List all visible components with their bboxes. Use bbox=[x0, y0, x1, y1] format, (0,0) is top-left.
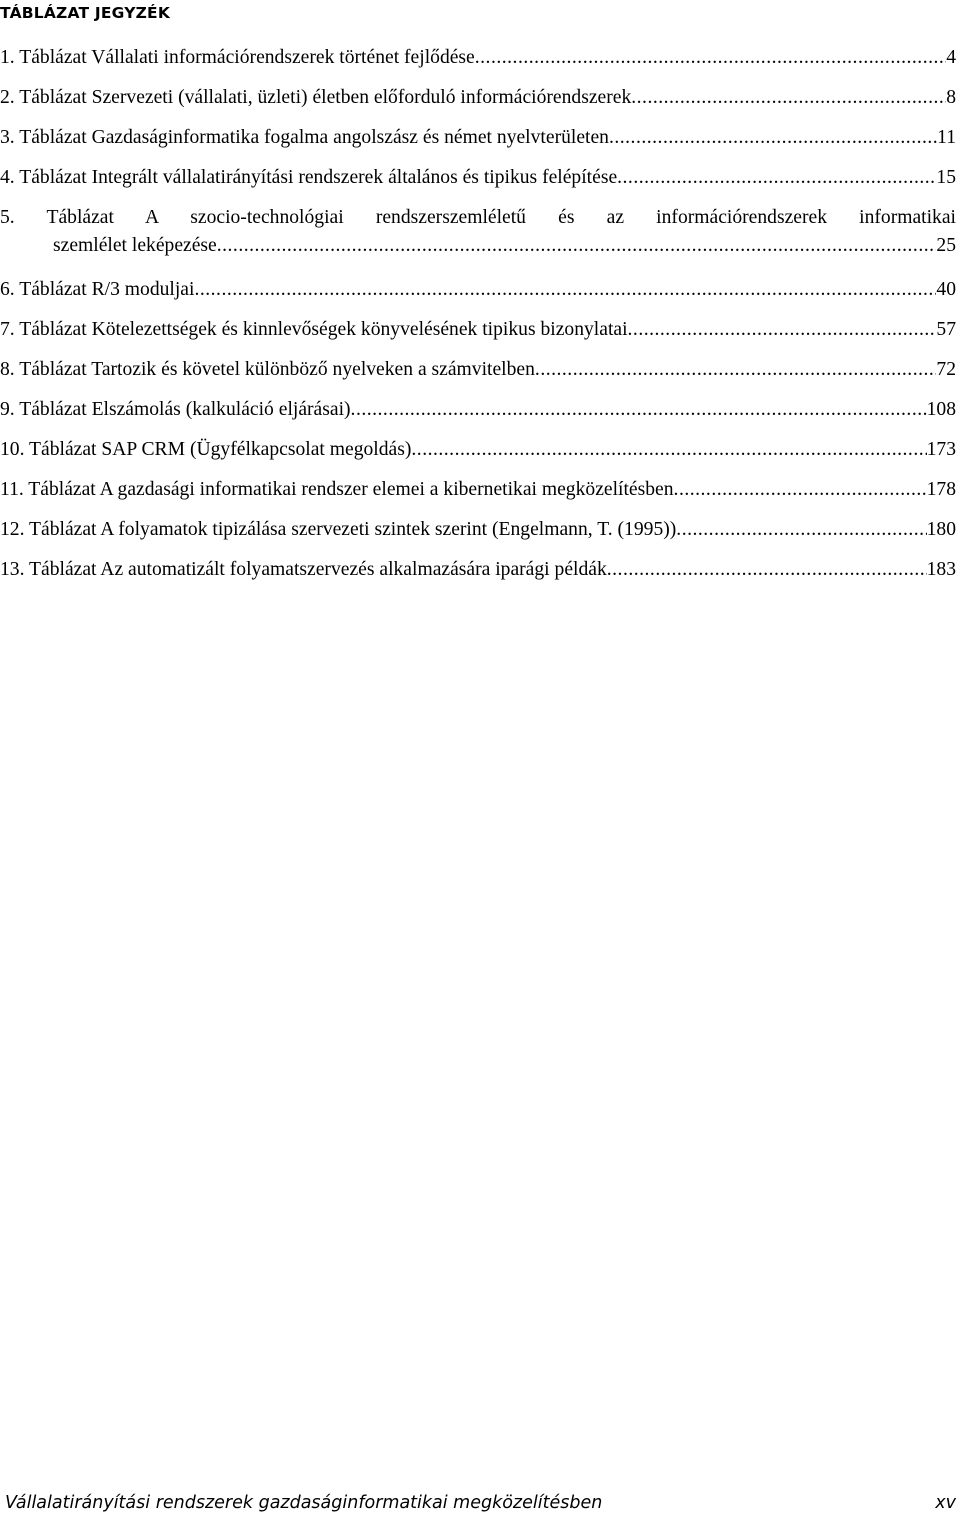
toc-entry-page: 25 bbox=[936, 235, 956, 256]
toc-entry-7[interactable] bbox=[0, 310, 956, 350]
toc-entry-title: 1. Táblázat Vállalati információrendszerek történet fejlődése bbox=[0, 47, 475, 68]
dot-leader bbox=[676, 510, 926, 550]
toc-entry-page: 180 bbox=[926, 519, 956, 540]
toc-entry-title: 9. Táblázat Elszámolás (kalkuláció eljárásai) bbox=[0, 399, 351, 420]
toc-entry-page: 40 bbox=[936, 279, 956, 300]
dot-leader bbox=[535, 350, 936, 390]
toc-entry-10[interactable] bbox=[0, 430, 956, 470]
dot-leader bbox=[411, 430, 926, 470]
toc-entry-11[interactable] bbox=[0, 470, 956, 510]
toc-entry-title: 11. Táblázat A gazdasági informatikai rendszer elemei a kibernetikai megközelítésben bbox=[0, 479, 674, 500]
toc-entry-page: 72 bbox=[936, 359, 956, 380]
toc-entry-5[interactable] bbox=[0, 203, 956, 259]
dot-leader bbox=[217, 232, 937, 259]
toc-entry-page: 108 bbox=[926, 399, 956, 420]
toc-entry-title: 4. Táblázat Integrált vállalatirányítási rendszerek általános és tipikus felépítése bbox=[0, 167, 618, 188]
toc-entry-8[interactable] bbox=[0, 350, 956, 390]
toc-entry-title: 8. Táblázat Tartozik és követel különböző nyelveken a számvitelben bbox=[0, 359, 535, 380]
dot-leader bbox=[628, 310, 937, 350]
dot-leader bbox=[631, 78, 946, 118]
footer-page-number: xv bbox=[935, 1493, 956, 1513]
toc-entry-9[interactable] bbox=[0, 390, 956, 430]
toc-entry-title-line1: 5. Táblázat A szocio-technológiai rendszerszemléletű és az információrendszerek informatikai bbox=[0, 207, 956, 228]
dot-leader bbox=[475, 38, 946, 78]
dot-leader bbox=[674, 470, 927, 510]
dot-leader bbox=[607, 550, 927, 590]
toc-entry-4[interactable] bbox=[0, 158, 956, 198]
toc-entry-page: 57 bbox=[936, 319, 956, 340]
toc-entry-page: 173 bbox=[926, 439, 956, 460]
table-of-tables bbox=[0, 38, 956, 590]
toc-entry-2[interactable] bbox=[0, 78, 956, 118]
toc-entry-page: 11 bbox=[937, 127, 956, 148]
toc-entry-page: 178 bbox=[926, 479, 956, 500]
toc-entry-title: 7. Táblázat Kötelezettségek és kinnlevőségek könyvelésének tipikus bizonylatai bbox=[0, 319, 628, 340]
toc-entry-title: 13. Táblázat Az automatizált folyamatszervezés alkalmazására iparági példák bbox=[0, 559, 607, 580]
toc-entry-page: 183 bbox=[926, 559, 956, 580]
toc-entry-title: 3. Táblázat Gazdaságinformatika fogalma angolszász és német nyelvterületen bbox=[0, 127, 609, 148]
toc-entry-page: 15 bbox=[936, 167, 956, 188]
toc-entry-title: 2. Táblázat Szervezeti (vállalati, üzleti) életben előforduló információrendszerek bbox=[0, 87, 632, 108]
toc-entry-page: 4 bbox=[946, 47, 956, 68]
toc-entry-title-line2: szemlélet leképezése bbox=[53, 235, 217, 256]
dot-leader bbox=[351, 390, 927, 430]
toc-entry-page: 8 bbox=[946, 87, 956, 108]
toc-entry-title: 12. Táblázat A folyamatok tipizálása szervezeti szintek szerint (Engelmann, T. (1995)) bbox=[0, 519, 677, 540]
toc-entry-13[interactable] bbox=[0, 550, 956, 590]
footer-book-title: Vállalatirányítási rendszerek gazdaságinformatikai megközelítésben bbox=[5, 1493, 603, 1513]
toc-entry-6[interactable] bbox=[0, 270, 956, 310]
toc-entry-1[interactable] bbox=[0, 38, 956, 78]
dot-leader bbox=[617, 158, 936, 198]
dot-leader bbox=[609, 118, 937, 158]
toc-entry-3[interactable] bbox=[0, 118, 956, 158]
toc-entry-title: 10. Táblázat SAP CRM (Ügyfélkapcsolat megoldás) bbox=[0, 439, 412, 460]
toc-entry-title: 6. Táblázat R/3 moduljai bbox=[0, 279, 195, 300]
dot-leader bbox=[194, 270, 936, 310]
toc-entry-12[interactable] bbox=[0, 510, 956, 550]
toc-heading: TÁBLÁZAT JEGYZÉK bbox=[0, 4, 171, 22]
